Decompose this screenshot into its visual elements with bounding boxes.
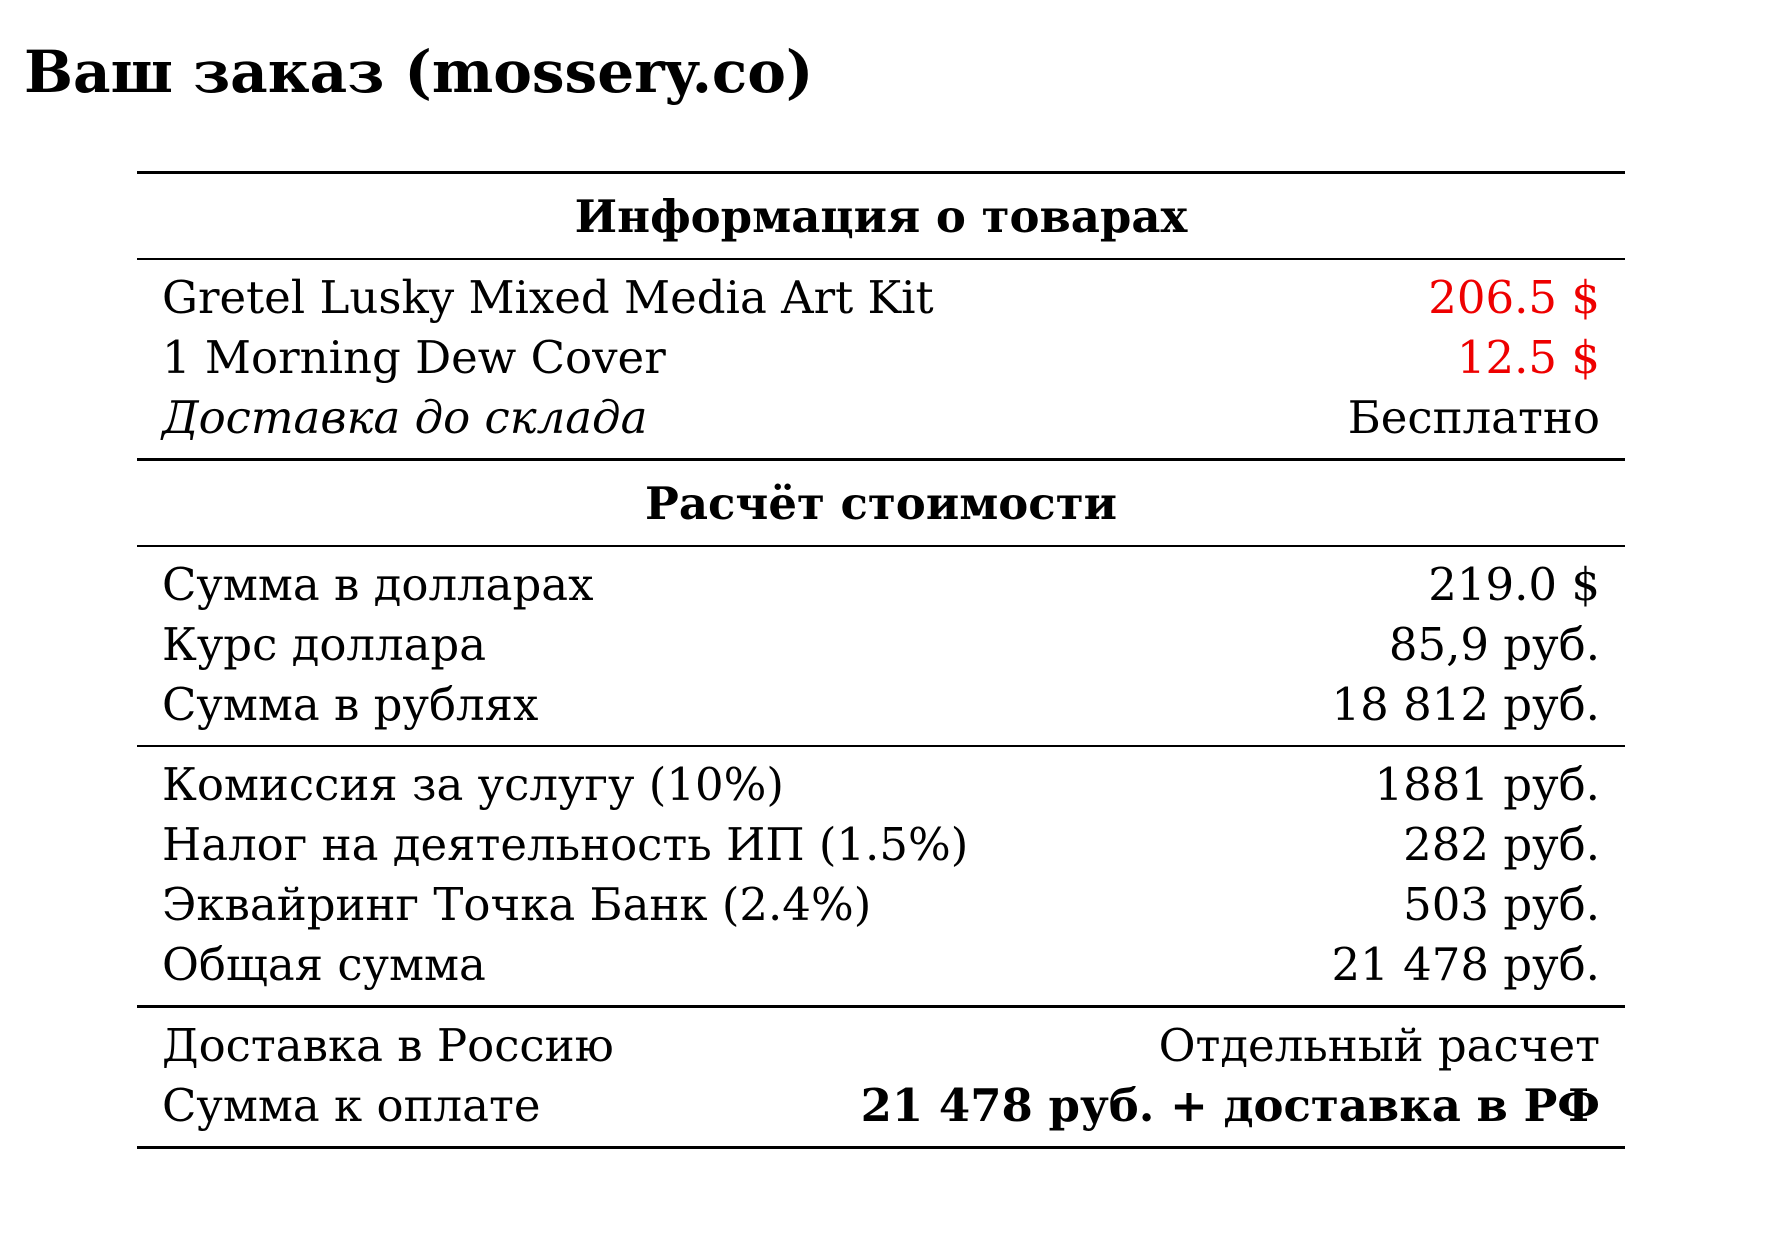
final-list: [137, 1008, 1625, 1146]
table-bottom-rule: [137, 1146, 1625, 1149]
rub-total-label: Сумма в рублях: [162, 678, 539, 731]
warehouse-shipping-row: [137, 388, 1625, 448]
tax-label: Налог на деятельность ИП (1.5%): [162, 818, 969, 871]
tax-row: [137, 815, 1625, 875]
usd-total-label: Сумма в долларах: [162, 558, 594, 611]
amount-due-label: Сумма к оплате: [162, 1079, 541, 1132]
warehouse-shipping-value: Бесплатно: [1347, 391, 1600, 444]
service-fee-label: Комиссия за услугу (10%): [162, 758, 784, 811]
product-row: [137, 268, 1625, 328]
page-title: Ваш заказ (mossery.co): [24, 38, 814, 106]
product-name: 1 Morning Dew Cover: [162, 331, 666, 384]
usd-total-value: 219.0 $: [1428, 558, 1600, 611]
russia-shipping-label: Доставка в Россию: [162, 1019, 614, 1072]
fees-list: [137, 747, 1625, 1005]
products-list: [137, 260, 1625, 458]
rub-total-value: 18 812 руб.: [1331, 678, 1600, 731]
rub-total-row: [137, 675, 1625, 735]
products-section-header: Информация о товарах: [574, 189, 1188, 243]
exchange-rate-label: Курс доллара: [162, 618, 487, 671]
exchange-rate-value: 85,9 руб.: [1388, 618, 1600, 671]
service-fee-value: 1881 руб.: [1374, 758, 1600, 811]
acquiring-row: [137, 875, 1625, 935]
grand-total-row: [137, 935, 1625, 995]
product-row: [137, 328, 1625, 388]
product-price: 12.5 $: [1456, 331, 1600, 384]
acquiring-value: 503 руб.: [1403, 878, 1600, 931]
grand-total-label: Общая сумма: [162, 938, 486, 991]
order-summary-table: [137, 171, 1625, 1149]
usd-total-row: [137, 555, 1625, 615]
grand-total-value: 21 478 руб.: [1331, 938, 1600, 991]
calculation-section-header: Расчёт стоимости: [645, 476, 1117, 530]
russia-shipping-row: [137, 1016, 1625, 1076]
service-fee-row: [137, 755, 1625, 815]
tax-value: 282 руб.: [1403, 818, 1600, 871]
product-name: Gretel Lusky Mixed Media Art Kit: [162, 271, 934, 324]
russia-shipping-value: Отдельный расчет: [1158, 1019, 1600, 1072]
acquiring-label: Эквайринг Точка Банк (2.4%): [162, 878, 872, 931]
warehouse-shipping-label: Доставка до склада: [162, 391, 648, 444]
exchange-rate-row: [137, 615, 1625, 675]
conversion-list: [137, 547, 1625, 745]
product-price: 206.5 $: [1428, 271, 1600, 324]
amount-due-row: [137, 1076, 1625, 1136]
amount-due-value: 21 478 руб. + доставка в РФ: [860, 1079, 1600, 1132]
